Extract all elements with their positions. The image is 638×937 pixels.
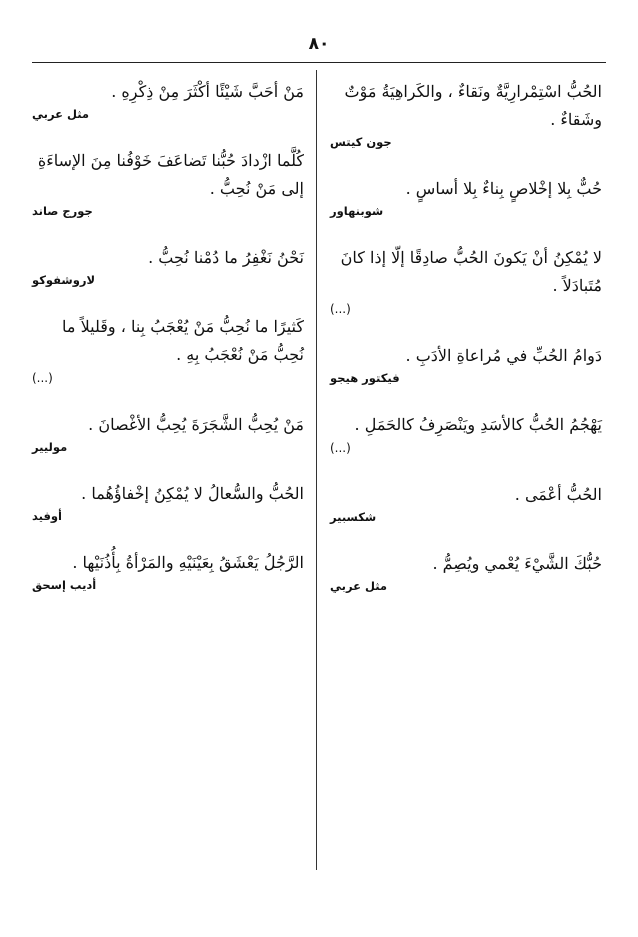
header-rule	[32, 62, 606, 63]
quote-entry	[32, 313, 304, 385]
quote-ellipsis: (...)	[330, 441, 351, 455]
quote-entry	[32, 549, 304, 592]
quote-text: كَثيرًا ما نُحِبُّ مَنْ يُعْجَبُ بِنا ، وقَليلاً ما نُحِبُّ مَنْ نُعْجَبُ بِهِ .	[62, 317, 304, 364]
quote-ellipsis: (...)	[330, 302, 351, 316]
quote-entry	[32, 411, 304, 454]
quote-ellipsis: (...)	[32, 371, 53, 385]
quote-text: حُبٌّ بِلا إخْلاصٍ بِناءٌ بِلا أساسٍ .	[405, 179, 602, 198]
quote-author: شوبنهاور	[330, 204, 384, 218]
quote-entry	[32, 147, 304, 218]
quote-text: لا يُمْكِنُ أنْ يَكونَ الحُبُّ صادِقًا إلّا إذا كانَ مُتَبادَلاً .	[340, 248, 602, 295]
right-column	[330, 78, 602, 619]
quote-text: حُبُّكَ الشَّيْءَ يُعْمي ويُصِمُّ .	[432, 554, 602, 573]
quote-text: الحُبُّ اسْتِمْرارِيَّةٌ ونَقاءٌ ، والكَراهِيَةُ مَوْتٌ وشَقاءٌ .	[344, 82, 602, 129]
quote-text: دَوامُ الحُبِّ في مُراعاةِ الأدَبِ .	[405, 346, 602, 365]
quote-author: شكسبير	[330, 510, 377, 524]
quote-entry	[330, 550, 602, 593]
quote-author: أوفيد	[32, 509, 62, 523]
column-divider	[316, 70, 317, 870]
quote-author: لاروشفوكو	[32, 273, 96, 287]
quote-text: مَنْ أحَبَّ شَيْئًا أكْثَرَ مِنْ ذِكْرِهِ .	[111, 82, 304, 101]
quote-author: مثل عربي	[330, 579, 388, 593]
quote-author: مثل عربي	[32, 107, 90, 121]
quote-author: موليير	[32, 440, 68, 454]
page-number: ٨٠	[308, 34, 330, 54]
quote-text: يَهْجُمُ الحُبُّ كالأسَدِ ويَنْصَرِفُ كالحَمَلِ .	[354, 415, 602, 434]
quote-entry	[330, 78, 602, 149]
quote-text: الرَّجُلُ يَعْشَقُ بِعَيْنَيْهِ والمَرْأةُ بِأُذُنَيْها .	[72, 553, 304, 572]
quote-entry	[32, 480, 304, 523]
quote-author: جون كيتس	[330, 135, 392, 149]
quote-author: فيكتور هيجو	[330, 371, 400, 385]
quote-entry	[330, 342, 602, 385]
quote-text: الحُبُّ أعْمَى .	[514, 485, 602, 504]
quote-entry	[330, 244, 602, 316]
quote-text: كُلَّما ازْدادَ حُبُّنا تَضاعَفَ خَوْفُنا مِنَ الإساءَةِ إلى مَنْ نُحِبُّ .	[37, 151, 304, 198]
quote-entry	[32, 78, 304, 121]
quote-entry	[330, 411, 602, 455]
quote-author: أديب إسحق	[32, 578, 97, 592]
quote-text: نَحْنُ نَغْفِرُ ما دُمْنا نُحِبُّ .	[148, 248, 304, 267]
left-column	[32, 78, 304, 618]
quote-entry	[32, 244, 304, 287]
quote-text: الحُبُّ والسُّعالُ لا يُمْكِنُ إخْفاؤُهُما .	[81, 484, 304, 503]
quote-entry	[330, 175, 602, 218]
quote-entry	[330, 481, 602, 524]
quote-author: جورج صاند	[32, 204, 93, 218]
quote-text: مَنْ يُحِبُّ الشَّجَرَةَ يُحِبُّ الأغْصانَ .	[88, 415, 304, 434]
